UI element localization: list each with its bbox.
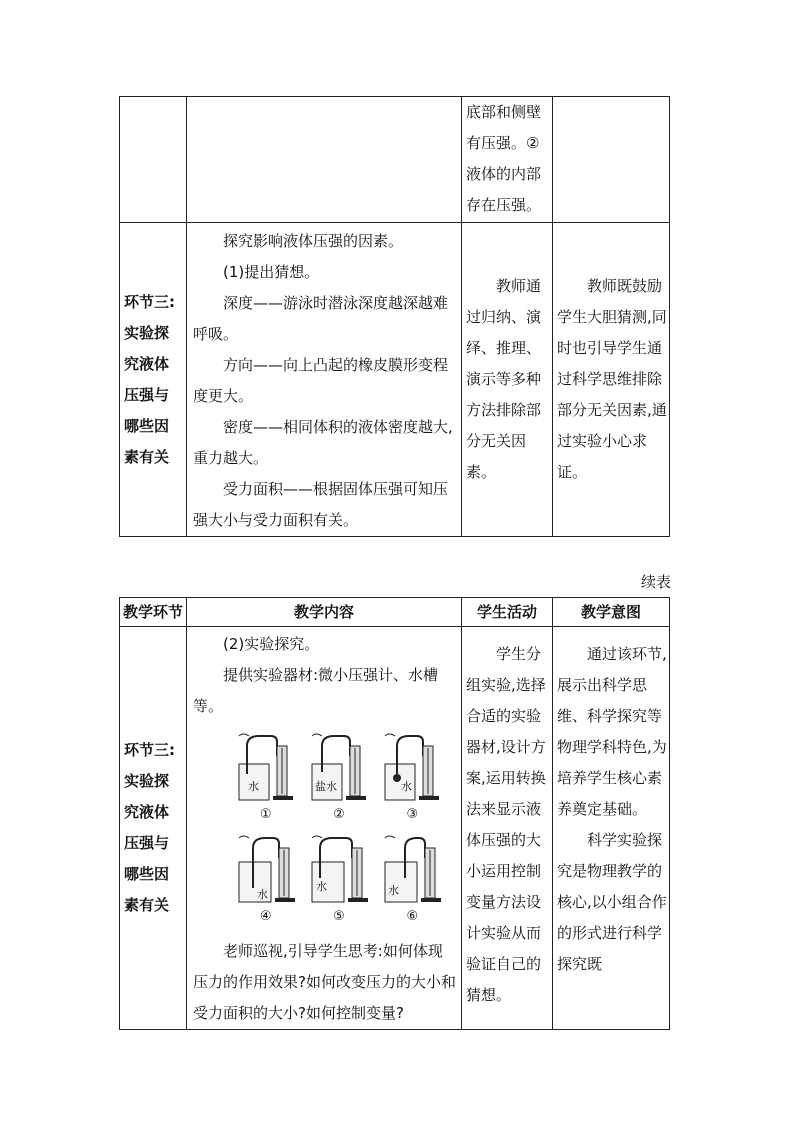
continued-label: 续表 — [641, 573, 672, 591]
apparatus-figure — [306, 726, 372, 824]
activity-line: 液体的内部 — [466, 165, 542, 183]
content-cell-empty — [187, 97, 462, 223]
activity-line: 底部和侧壁 — [466, 103, 542, 121]
content-paragraph: (1)提出猜想。 — [223, 263, 320, 281]
pressure-gauge-icon — [233, 828, 299, 908]
liquid-label: 水 — [401, 780, 413, 793]
section-line: 究液体 — [124, 803, 170, 821]
content-paragraph: 密度——相同体积的液体密度越大,重力越大。 — [193, 418, 453, 467]
figure-row — [229, 726, 449, 824]
activity-text: 教师通过归纳、演绎、推理、演示等多种方法排除部分无关因素。 — [466, 277, 542, 481]
intent-cell — [553, 223, 670, 537]
content-cell — [187, 627, 462, 1030]
table-header-row — [120, 598, 670, 627]
apparatus-figures — [193, 726, 457, 936]
content-paragraph: (2)实验探究。 — [223, 635, 320, 653]
section-cell-empty — [120, 97, 187, 223]
intent-paragraph: 通过该环节,展示出科学思维、科学探究等物理学科特色,为培养学生核心素养奠定基础。 — [557, 645, 667, 818]
apparatus-figure — [233, 828, 299, 926]
apparatus-figure — [379, 828, 445, 926]
section-line: 环节三: — [124, 741, 175, 759]
figure-number: ④ — [259, 909, 272, 924]
pressure-gauge-icon — [379, 726, 445, 806]
figure-number: ⑥ — [406, 909, 419, 924]
figure-row — [229, 828, 449, 926]
header-content: 教学内容 — [187, 598, 462, 627]
liquid-label: 水 — [247, 780, 259, 793]
intent-cell-empty — [553, 97, 670, 223]
intent-paragraph: 科学实验探究是物理教学的核心,以小组合作的形式进行科学探究既 — [557, 831, 667, 973]
content-paragraph: 方向——向上凸起的橡皮膜形变程度更大。 — [193, 356, 449, 405]
section-line: 环节三: — [124, 292, 175, 311]
liquid-label: 水 — [388, 884, 400, 897]
liquid-label: 水 — [315, 880, 327, 893]
section-line: 压强与 — [124, 834, 170, 852]
table-row — [120, 627, 670, 1030]
activity-cell — [462, 97, 553, 223]
content-paragraph: 探究影响液体压强的因素。 — [223, 232, 404, 250]
section-line: 实验探 — [124, 323, 170, 342]
activity-line: 存在压强。 — [466, 196, 542, 214]
header-section: 教学环节 — [120, 598, 187, 627]
content-paragraph: 受力面积——根据固体压强可知压强大小与受力面积有关。 — [193, 480, 449, 529]
content-paragraph: 深度——游泳时潜泳深度越深越难呼吸。 — [193, 294, 449, 343]
apparatus-figure — [379, 726, 445, 824]
content-paragraph: 提供实验器材:微小压强计、水槽等。 — [193, 666, 439, 715]
activity-cell — [462, 627, 553, 1030]
section-cell — [120, 223, 187, 537]
section-line: 实验探 — [124, 772, 170, 790]
section-line: 哪些因 — [124, 865, 170, 883]
section-cell — [120, 627, 187, 1030]
activity-line: 有压强。② — [466, 134, 540, 152]
pressure-gauge-icon — [306, 828, 372, 908]
intent-text: 教师既鼓励学生大胆猜测,同时也引导学生通过科学思维排除部分无关因素,通过实验小心求证。 — [557, 277, 667, 481]
apparatus-figure — [233, 726, 299, 824]
header-activity: 学生活动 — [462, 598, 553, 627]
section-line: 素有关 — [124, 896, 170, 914]
section-line: 究液体 — [124, 354, 170, 373]
liquid-label: 水 — [256, 888, 268, 901]
liquid-label: 盐水 — [314, 780, 337, 793]
apparatus-figure — [306, 828, 372, 926]
lesson-table-part2 — [119, 597, 670, 1030]
pressure-gauge-icon — [379, 828, 445, 908]
pressure-gauge-icon — [306, 726, 372, 806]
header-intent: 教学意图 — [553, 598, 670, 627]
section-line: 素有关 — [124, 447, 170, 466]
table-row — [120, 97, 670, 223]
section-line: 哪些因 — [124, 416, 170, 435]
intent-cell — [553, 627, 670, 1030]
table-row — [120, 223, 670, 537]
figure-number: ② — [333, 807, 345, 822]
content-cell — [187, 223, 462, 537]
lesson-table-part1 — [119, 96, 670, 537]
activity-cell — [462, 223, 553, 537]
section-line: 压强与 — [124, 385, 170, 404]
figure-number: ③ — [406, 807, 419, 822]
content-paragraph: 老师巡视,引导学生思考:如何体现压力的作用效果?如何改变压力的大小和受力面积的大小?如何控制变量? — [193, 942, 456, 1022]
figure-number: ⑤ — [333, 909, 345, 924]
activity-text: 学生分组实验,选择合适的实验器材,设计方案,运用转换法来显示液体压强的大小运用控制变量方法设计实验从而验证自己的猜想。 — [466, 645, 546, 1004]
pressure-gauge-icon — [233, 726, 299, 806]
figure-number: ① — [259, 807, 272, 822]
